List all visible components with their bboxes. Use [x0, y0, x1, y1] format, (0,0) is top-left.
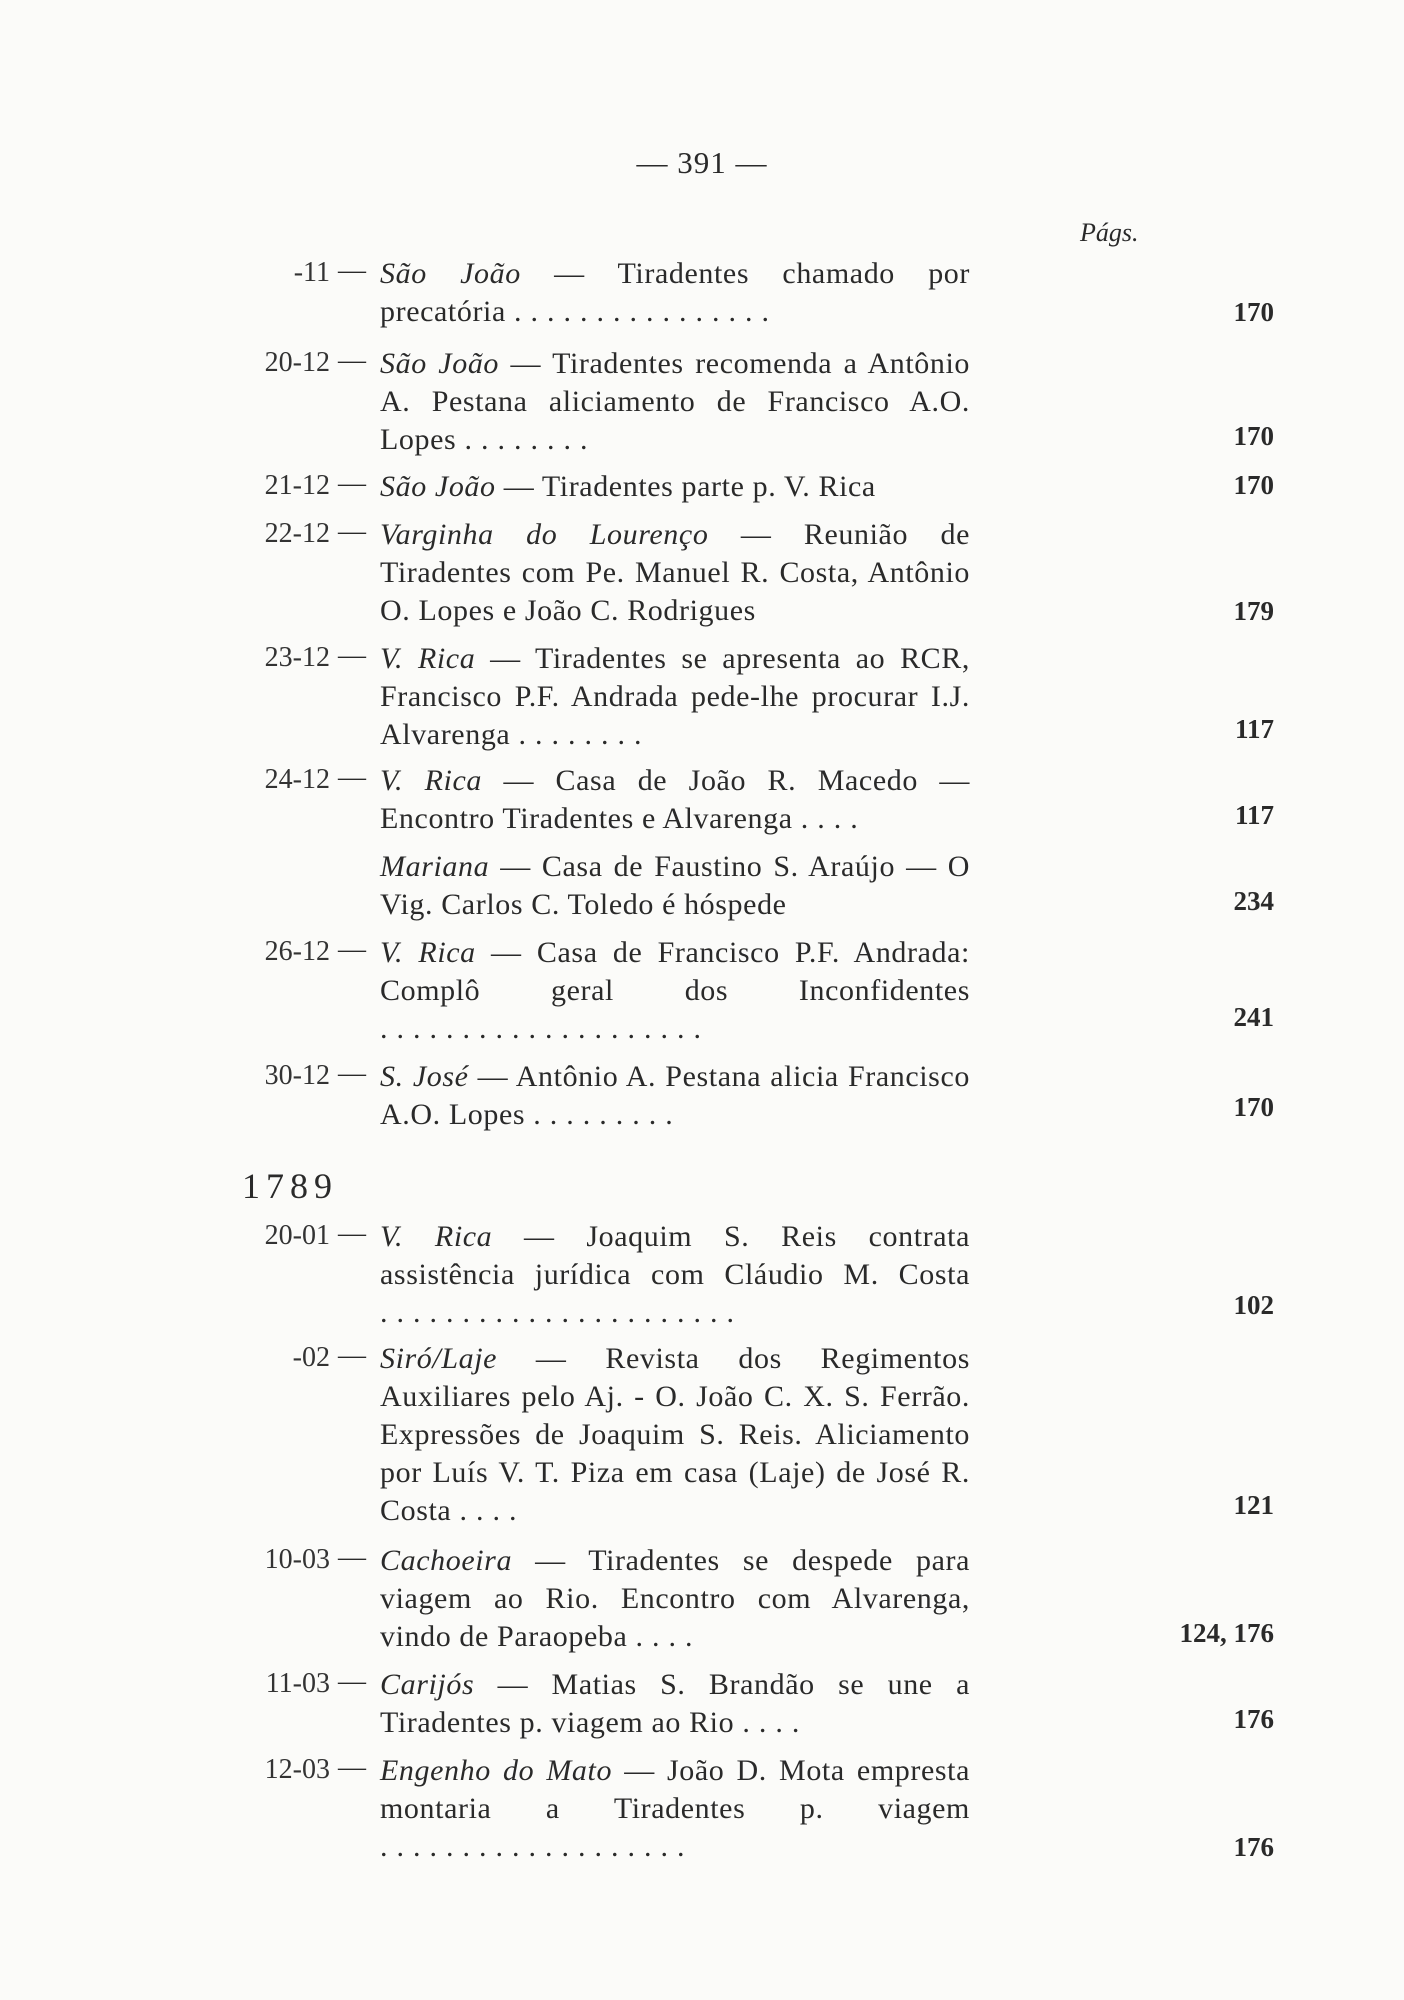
separator-dash: — [338, 255, 366, 286]
entry-date: 12-03 [264, 1754, 330, 1785]
entry-text: V. Rica — Casa de Francisco P.F. Andrada: Complô geral dos Inconfidentes .................... [380, 936, 970, 1045]
entry-place: S. José [380, 1060, 469, 1093]
leader-dots: .... [459, 1494, 526, 1527]
entry-place: V. Rica [380, 642, 476, 675]
entry-page-ref: 117 [1234, 714, 1274, 744]
leader-dots: ................... [380, 1830, 694, 1863]
leader-dots: ................ [514, 295, 779, 328]
entry-page-ref: 117 [1234, 800, 1274, 830]
entry-place: V. Rica [380, 1220, 493, 1253]
entry-place: Varginha do Lourenço [380, 518, 709, 551]
entry-place: São João [380, 347, 500, 380]
entry-place: Carijós [380, 1668, 475, 1701]
leader-dots: ...................... [380, 1296, 743, 1329]
leader-dots: .................... [380, 1012, 710, 1045]
entry-date: 23-12 [264, 642, 330, 673]
entry-page-ref: 170 [1233, 297, 1274, 327]
entry-date: 24-12 [264, 764, 330, 795]
entry-date: 30-12 [264, 1060, 330, 1091]
entry-place: São João [380, 470, 496, 503]
separator-dash: — [338, 345, 366, 376]
separator-dash: — [338, 1752, 366, 1783]
entry-page-ref: 241 [1233, 1002, 1274, 1032]
separator-dash: — [338, 516, 366, 547]
entry-description: Joaquim S. Reis contrata assistência jurídica com Cláudio M. Costa [380, 1220, 970, 1291]
entry-description: João D. Mota empresta montaria a Tiradentes p. viagem [380, 1754, 970, 1825]
leader-dots: ........ [464, 423, 597, 456]
leader-dots: ......... [533, 1098, 682, 1131]
entry-text: Engenho do Mato — João D. Mota empresta montaria a Tiradentes p. viagem ................... [380, 1754, 970, 1863]
entry-date: 22-12 [264, 518, 330, 549]
separator-dash: — [338, 468, 366, 499]
entry-place: V. Rica [380, 936, 476, 969]
page-number: — 391 — [636, 145, 768, 180]
entry-place: Cachoeira [380, 1544, 513, 1577]
entry-text: São João — Tiradentes recomenda a Antônio A. Pestana aliciamento de Francisco A.O. Lopes ........ [380, 347, 970, 456]
entry-text: V. Rica — Tiradentes se apresenta ao RCR, Francisco P.F. Andrada pede-lhe procurar I.J. Alvarenga ........ [380, 642, 971, 751]
entry-text: V. Rica — Joaquim S. Reis contrata assistência jurídica com Cláudio M. Costa ...................... [380, 1220, 970, 1329]
entry-date: 21-12 [264, 470, 330, 501]
separator-dash: — [338, 1058, 366, 1089]
entry-page-ref: 234 [1233, 886, 1274, 916]
entry-date: -02 [292, 1342, 330, 1373]
entry-text: Varginha do Lourenço — Reunião de Tiradentes com Pe. Manuel R. Costa, Antônio O. Lopes e João C. Rodrigues [380, 518, 970, 627]
entry-page-ref: 170 [1233, 470, 1274, 500]
entry-description: Casa de João R. Macedo — Encontro Tiradentes e Alvarenga [380, 764, 970, 835]
entry-page-ref: 176 [1233, 1704, 1274, 1734]
leader-dots: .... [635, 1620, 702, 1653]
entry-page-ref: 179 [1233, 596, 1274, 626]
entry-description: Tiradentes se apresenta ao RCR, Francisco P.F. Andrada pede-lhe procurar I.J. Alvarenga [380, 642, 971, 751]
separator-dash: — [338, 1340, 366, 1371]
entry-text: Carijós — Matias S. Brandão se une a Tiradentes p. viagem ao Rio .... [380, 1668, 970, 1739]
entry-page-ref: 170 [1233, 1092, 1274, 1122]
entry-place: Siró/Laje [380, 1342, 498, 1375]
entry-date: -11 [293, 257, 330, 288]
entry-description: Revista dos Regimentos Auxiliares pelo Aj. - O. João C. X. S. Ferrão. Expressões de Joaquim S. Reis. Aliciamento por Luís V. T. Piza em casa (Laje) de José R. Costa [380, 1342, 970, 1527]
entry-description: Antônio A. Pestana alicia Francisco A.O. Lopes [380, 1060, 970, 1131]
entry-text: São João — Tiradentes parte p. V. Rica [380, 470, 876, 503]
entry-description: Tiradentes recomenda a Antônio A. Pestana aliciamento de Francisco A.O. Lopes [380, 347, 970, 456]
year-heading: 1789 [242, 1166, 338, 1206]
pages-column-label: Págs. [1080, 218, 1139, 247]
entry-place: V. Rica [380, 764, 482, 797]
entry-description: Tiradentes chamado por precatória [380, 257, 971, 328]
leader-dots: .... [800, 802, 867, 835]
separator-dash: — [338, 934, 366, 965]
entry-place: São João [380, 257, 521, 290]
entry-place: Mariana [380, 850, 490, 883]
entry-description: Reunião de Tiradentes com Pe. Manuel R. Costa, Antônio O. Lopes e João C. Rodrigues [380, 518, 970, 627]
entry-text: V. Rica — Casa de João R. Macedo — Encontro Tiradentes e Alvarenga .... [380, 764, 970, 835]
entry-page-ref: 170 [1233, 421, 1274, 451]
entry-description: Tiradentes se despede para viagem ao Rio. Encontro com Alvarenga, vindo de Paraopeba [380, 1544, 970, 1653]
entry-text: Mariana — Casa de Faustino S. Araújo — O Vig. Carlos C. Toledo é hóspede [380, 850, 970, 921]
entry-text: Cachoeira — Tiradentes se despede para viagem ao Rio. Encontro com Alvarenga, vindo de Paraopeba .... [380, 1544, 970, 1653]
entry-page-ref: 176 [1233, 1832, 1274, 1862]
entry-text: S. José — Antônio A. Pestana alicia Francisco A.O. Lopes ......... [380, 1060, 970, 1131]
entry-text: São João — Tiradentes chamado por precatória ................ [380, 257, 971, 328]
entry-description: Casa de Francisco P.F. Andrada: Complô geral dos Inconfidentes [380, 936, 970, 1007]
separator-dash: — [338, 640, 366, 671]
entry-date: 26-12 [264, 936, 330, 967]
entry-page-ref: 124, 176 [1179, 1618, 1274, 1648]
separator-dash: — [338, 1542, 366, 1573]
entry-page-ref: 121 [1233, 1490, 1274, 1520]
entry-description: Casa de Faustino S. Araújo — O Vig. Carlos C. Toledo é hóspede [380, 850, 970, 921]
entry-place: Engenho do Mato [380, 1754, 613, 1787]
separator-dash: — [338, 1666, 366, 1697]
entry-description: Matias S. Brandão se une a Tiradentes p. viagem ao Rio [380, 1668, 970, 1739]
leader-dots: ........ [518, 718, 651, 751]
separator-dash: — [338, 1218, 366, 1249]
entry-date: 20-12 [264, 347, 330, 378]
entry-text: Siró/Laje — Revista dos Regimentos Auxiliares pelo Aj. - O. João C. X. S. Ferrão. Expressões de Joaquim S. Reis. Aliciamento por Luís V. T. Piza em casa (Laje) de José R. Costa .... [380, 1342, 970, 1527]
entry-description: Tiradentes parte p. V. Rica [541, 470, 876, 503]
entry-date: 20-01 [264, 1220, 330, 1251]
separator-dash: — [338, 762, 366, 793]
entry-date: 10-03 [264, 1544, 330, 1575]
leader-dots: .... [742, 1706, 809, 1739]
entry-page-ref: 102 [1233, 1290, 1274, 1320]
entry-date: 11-03 [265, 1668, 330, 1699]
